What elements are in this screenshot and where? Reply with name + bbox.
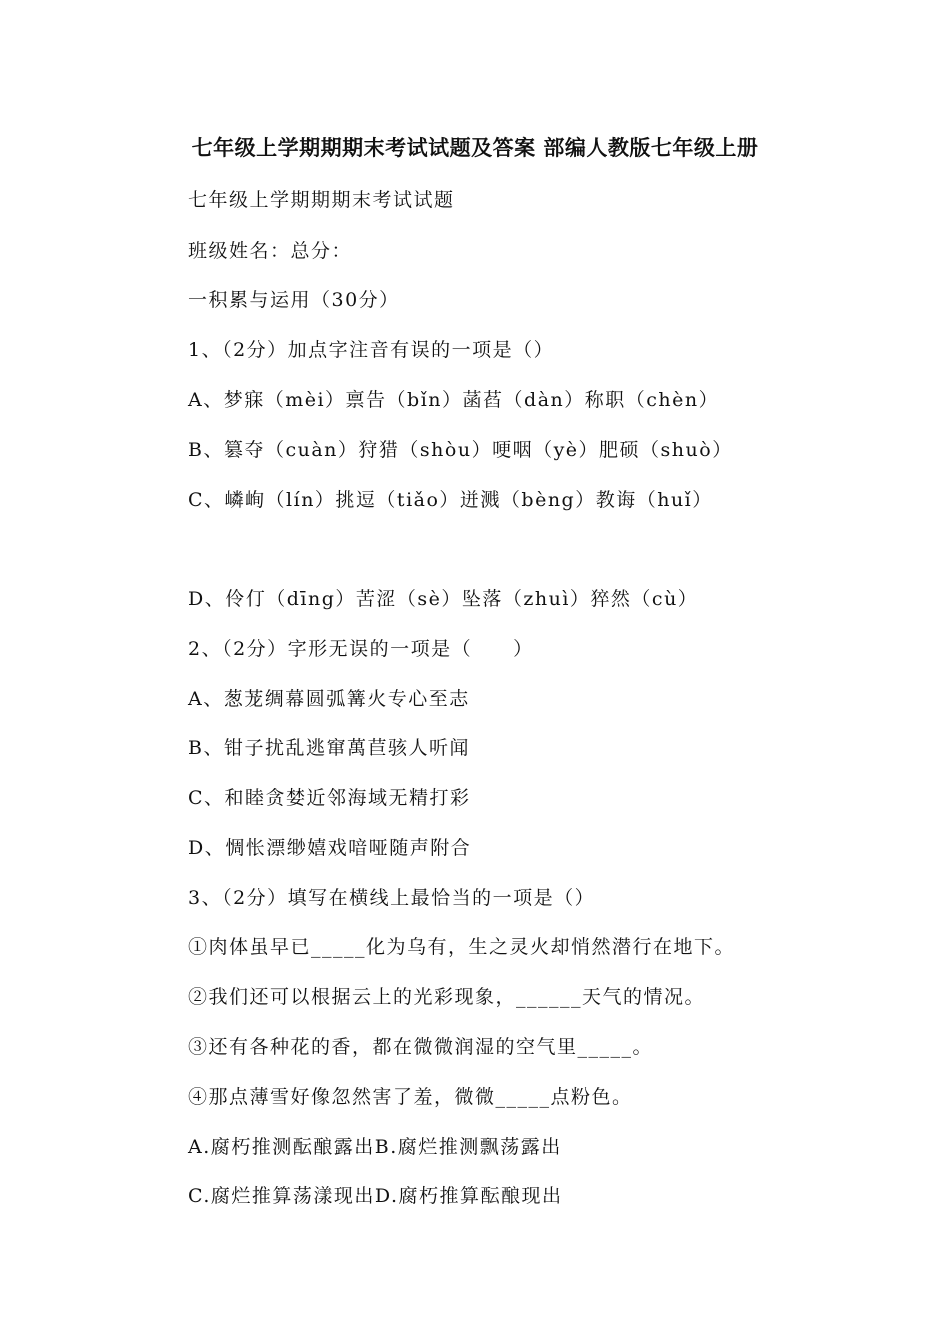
question-1-option-b: B、篡夺（cuàn）狩猎（shòu）哽咽（yè）肥硕（shuò） (188, 439, 733, 461)
question-3-options-cd: C.腐烂推算荡漾现出D.腐朽推算酝酿现出 (188, 1185, 563, 1207)
question-2-option-c: C、和睦贪婪近邻海域无精打彩 (188, 787, 471, 809)
question-1-option-d: D、伶仃（dīng）苦涩（sè）坠落（zhuì）猝然（cù） (188, 588, 699, 610)
exam-heading: 七年级上学期期期末考试试题 (188, 189, 455, 211)
question-3-options-ab: A.腐朽推测酝酿露出B.腐烂推测飘荡露出 (188, 1136, 562, 1158)
question-2-option-b: B、钳子扰乱逃窜萬苣骇人听闻 (188, 737, 470, 759)
document-title: 七年级上学期期期末考试试题及答案 部编人教版七年级上册 (191, 136, 759, 160)
question-1-option-c: C、嶙峋（lín）挑逗（tiǎo）迸溅（bèng）教诲（huǐ） (188, 489, 713, 511)
question-1-option-a: A、梦寐（mèi）禀告（bǐn）菡萏（dàn）称职（chèn） (188, 389, 720, 411)
section-heading: 一积累与运用（30分） (188, 289, 400, 311)
question-3-sentence-4: ④那点薄雪好像忽然害了羞，微微_____点粉色。 (188, 1086, 633, 1108)
question-3: 3、（2分）填写在横线上最恰当的一项是（） (188, 887, 596, 909)
question-2-option-a: A、葱茏绸幕圆弧篝火专心至志 (188, 688, 470, 710)
question-1: 1、（2分）加点字注音有误的一项是（） (188, 339, 555, 361)
question-2-option-d: D、惆怅漂缈嬉戏喑哑随声附合 (188, 837, 472, 859)
question-2: 2、（2分）字形无误的一项是（ ） (188, 638, 534, 660)
question-3-sentence-2: ②我们还可以根据云上的光彩现象，______天气的情况。 (188, 986, 706, 1008)
class-name-score-line: 班级姓名：总分： (188, 240, 353, 262)
question-3-sentence-3: ③还有各种花的香，都在微微润湿的空气里_____。 (188, 1036, 654, 1058)
question-3-sentence-1: ①肉体虽早已_____化为乌有，生之灵火却悄然潜行在地下。 (188, 936, 736, 958)
